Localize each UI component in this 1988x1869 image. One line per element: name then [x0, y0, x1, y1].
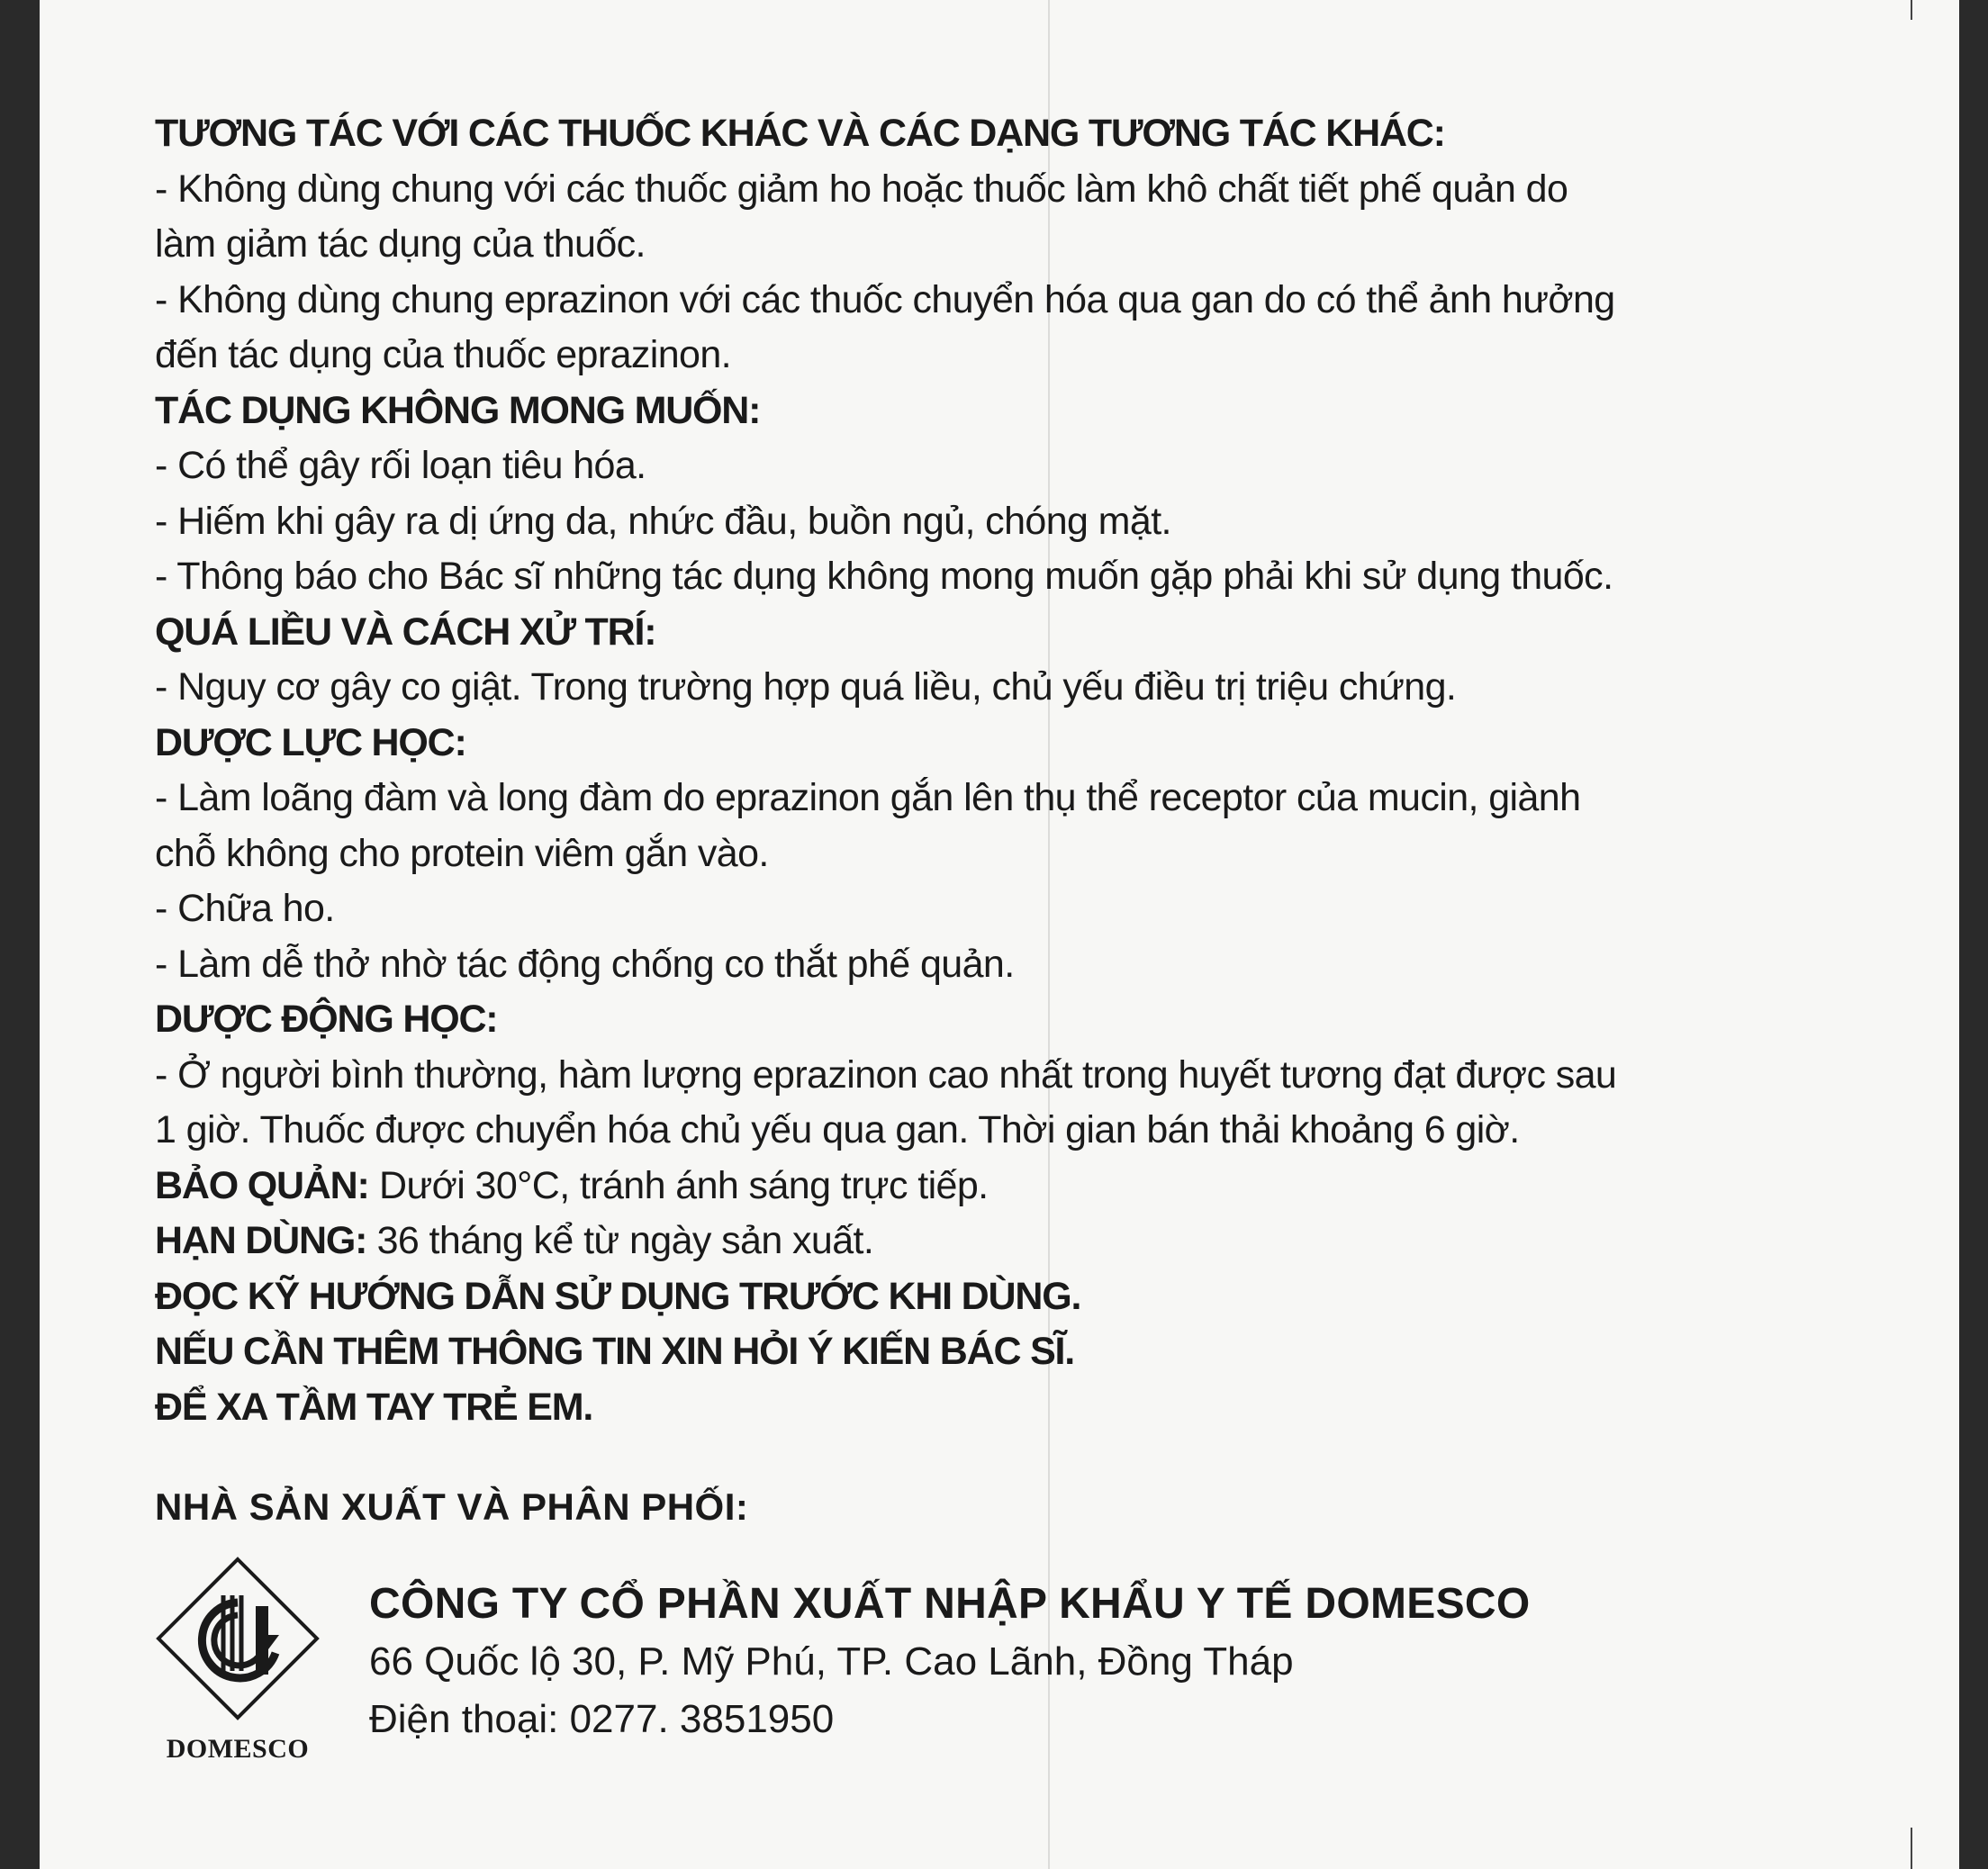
warning-ask-doctor: NẾU CẦN THÊM THÔNG TIN XIN HỎI Ý KIẾN BÁC SĨ.	[155, 1330, 1075, 1373]
section-heading-pharmacokinetics: DƯỢC ĐỘNG HỌC:	[155, 998, 498, 1041]
company-name: CÔNG TY CỔ PHẦN XUẤT NHẬP KHẨU Y TẾ DOMESCO	[369, 1580, 1531, 1628]
section-line: chỗ không cho protein viêm gắn vào.	[155, 831, 769, 875]
section-heading-overdose: QUÁ LIỀU VÀ CÁCH XỬ TRÍ:	[155, 609, 656, 654]
crop-mark	[1911, 1828, 1912, 1869]
section-line: 1 giờ. Thuốc được chuyển hóa chủ yếu qua gan. Thời gian bán thải khoảng 6 giờ.	[155, 1108, 1520, 1151]
section-line: - Hiếm khi gây ra dị ứng da, nhức đầu, buồn ngủ, chóng mặt.	[155, 499, 1171, 543]
storage-line	[155, 1159, 1866, 1214]
section-line: - Làm loãng đàm và long đàm do eprazinon gắn lên thụ thể receptor của mucin, giành	[155, 776, 1581, 819]
section-line: đến tác dụng của thuốc eprazinon.	[155, 333, 732, 376]
section-line: - Chữa ho.	[155, 887, 335, 930]
section-heading-side-effects: TÁC DỤNG KHÔNG MONG MUỐN:	[155, 388, 761, 432]
domesco-logo-icon	[155, 1556, 321, 1727]
warning-keep-away-children: ĐỂ XA TẦM TAY TRẺ EM.	[155, 1385, 593, 1429]
section-line: - Không dùng chung eprazinon với các thuốc chuyển hóa qua gan do có thể ảnh hưởng	[155, 277, 1615, 321]
expiry-text: 36 tháng kể từ ngày sản xuất.	[366, 1219, 874, 1262]
storage-text: Dưới 30°C, tránh ánh sáng trực tiếp.	[368, 1163, 989, 1207]
manufacturer-heading: NHÀ SẢN XUẤT VÀ PHÂN PHỐI:	[155, 1485, 749, 1528]
company-info	[369, 1576, 1531, 1748]
expiry-label: HẠN DÙNG:	[155, 1219, 367, 1262]
section-line: - Thông báo cho Bác sĩ những tác dụng không mong muốn gặp phải khi sử dụng thuốc.	[155, 555, 1613, 598]
section-line: - Ở người bình thường, hàm lượng eprazinon cao nhất trong huyết tương đạt được sau	[155, 1052, 1617, 1097]
crop-mark	[1911, 0, 1912, 20]
expiry-line	[155, 1214, 1866, 1269]
leaflet-content	[155, 106, 1866, 1435]
section-line: - Nguy cơ gây co giật. Trong trường hợp quá liều, chủ yếu điều trị triệu chứng.	[155, 665, 1457, 709]
leaflet-sheet	[40, 0, 1959, 1869]
warning-read-instructions: ĐỌC KỸ HƯỚNG DẪN SỬ DỤNG TRƯỚC KHI DÙNG.	[155, 1274, 1081, 1318]
section-line: - Có thể gây rối loạn tiêu hóa.	[155, 444, 646, 487]
company-phone: Điện thoại: 0277. 3851950	[369, 1697, 835, 1741]
section-line: làm giảm tác dụng của thuốc.	[155, 222, 646, 266]
company-address: 66 Quốc lộ 30, P. Mỹ Phú, TP. Cao Lãnh, Đồng Tháp	[369, 1639, 1294, 1684]
section-heading-pharmacodynamics: DƯỢC LỰC HỌC:	[155, 720, 466, 764]
section-heading-interactions: TƯƠNG TÁC VỚI CÁC THUỐC KHÁC VÀ CÁC DẠNG TƯƠNG TÁC KHÁC:	[155, 112, 1445, 155]
logo-text: DOMESCO	[166, 1734, 310, 1764]
domesco-logo	[155, 1556, 321, 1781]
section-line: - Không dùng chung với các thuốc giảm ho hoặc thuốc làm khô chất tiết phế quản do	[155, 167, 1568, 211]
section-line: - Làm dễ thở nhờ tác động chống co thắt phế quản.	[155, 942, 1015, 986]
storage-label: BẢO QUẢN:	[155, 1163, 369, 1207]
